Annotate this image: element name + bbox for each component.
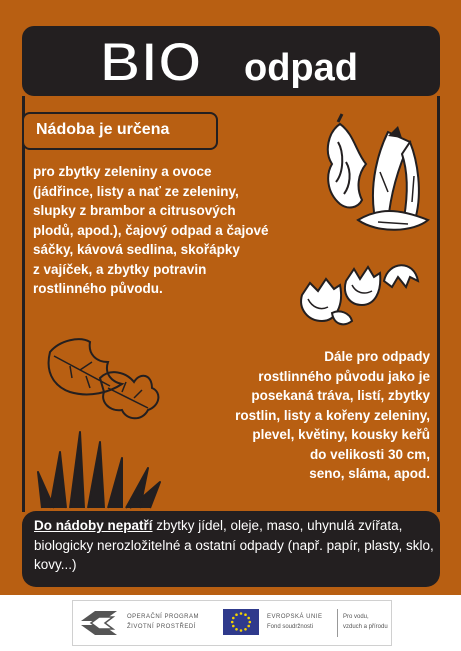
footer-divider <box>337 609 338 637</box>
purpose-line: rostlinného původu. <box>33 281 163 296</box>
purpose-line: slupky z brambor a citrusových <box>33 203 236 218</box>
additional-line: rostlinného původu jako je <box>258 368 430 384</box>
purpose-text <box>33 162 313 299</box>
title-bio: BIO <box>100 30 203 93</box>
leaves-grass-illustration <box>30 332 180 510</box>
purpose-label-box <box>22 112 218 150</box>
exclusions-lead: Do nádoby nepatří <box>34 518 153 533</box>
eu-line2: Fond soudržnosti <box>267 624 314 630</box>
eu-flag-icon <box>223 609 259 635</box>
additional-text <box>230 347 430 484</box>
additional-line: seno, sláma, apod. <box>309 466 430 481</box>
exclusions-text <box>34 516 434 575</box>
exclusions-body: zbytky jídel, oleje, maso, uhynulá zvířata, biologicky nerozložitelné a ostatní odpady (např. papír, plasty, sklo, kovy...) <box>34 518 434 572</box>
purpose-line: pro zbytky zeleniny a ovoce <box>33 164 212 179</box>
funding-logo-bar <box>72 600 392 646</box>
purpose-label: Nádoba je určena <box>36 121 170 138</box>
additional-line: Dále pro odpady <box>324 349 430 364</box>
additional-line: posekaná tráva, listí, zbytky <box>251 388 430 403</box>
eggshells-illustration <box>296 255 426 330</box>
additional-line: do velikosti 30 cm, <box>309 446 430 462</box>
header-banner <box>22 26 440 96</box>
op-zp-logo-icon <box>77 607 121 639</box>
program-line2: ŽIVOTNÍ PROSTŘEDÍ <box>127 624 196 630</box>
purpose-line: z vajíček, a zbytky potravin <box>33 261 207 277</box>
slogan-line1: Pro vodu, <box>343 614 369 620</box>
slogan-line2: vzduch a přírodu <box>343 624 388 630</box>
purpose-line: (jádřince, listy a nať ze zeleniny, <box>33 183 239 199</box>
purpose-line: sáčky, kávová sedlina, skořápky <box>33 242 240 257</box>
title-odpad: odpad <box>244 47 358 89</box>
additional-line: rostlin, listy a kořeny zeleniny, <box>235 407 430 423</box>
fruit-scraps-illustration <box>318 112 438 240</box>
purpose-line: plodů, apod.), čajový odpad a čajové <box>33 222 269 238</box>
additional-line: plevel, květiny, kousky keřů <box>252 427 430 442</box>
eu-line1: EVROPSKÁ UNIE <box>267 614 323 620</box>
program-line1: OPERAČNÍ PROGRAM <box>127 614 200 620</box>
